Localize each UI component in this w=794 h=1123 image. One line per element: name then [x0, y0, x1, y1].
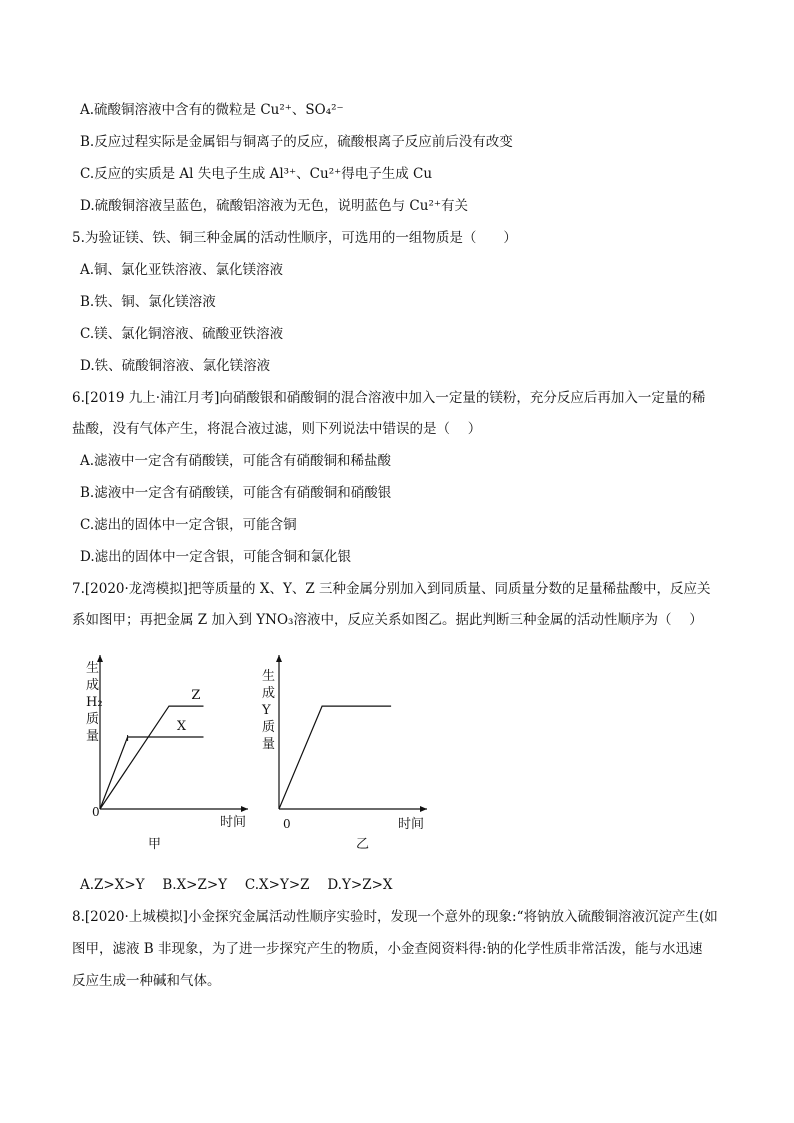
series-line-1-2: [100, 737, 204, 809]
y-axis-label-char-1-3: H₂: [86, 695, 103, 710]
q8-stem-line3: 反应生成一种碱和气体。: [72, 973, 221, 989]
y-axis-arrow-2: [276, 655, 282, 662]
q5-option-a: A.铜、氯化亚铁溶液、氯化镁溶液: [80, 262, 284, 278]
q4-option-d: D.硫酸铜溶液呈蓝色，硫酸铝溶液为无色，说明蓝色与 Cu²⁺有关: [80, 198, 468, 214]
q7-stem-line2: 系如图甲；再把金属 Z 加入到 YNO₃溶液中，反应关系如图乙。据此判断三种金属的活动性顺序为（ ）: [72, 612, 703, 628]
y-axis-label-char-1-5: 量: [86, 729, 100, 744]
x-axis-arrow-1: [241, 806, 248, 812]
q5-option-b: B.铁、铜、氯化镁溶液: [80, 294, 216, 310]
q7-options: A.Z>X>Y B.X>Z>Y C.X>Y>Z D.Y>Z>X: [80, 877, 393, 893]
y-axis-label-char-1-4: 质: [86, 712, 100, 727]
q6-option-a: A.滤液中一定含有硝酸镁，可能含有硝酸铜和稀盐酸: [80, 453, 392, 469]
q5-stem: 5.为验证镁、铁、铜三种金属的活动性顺序，可选用的一组物质是（ ）: [72, 230, 517, 246]
y-axis-label-char-1-1: 生: [86, 661, 100, 676]
y-axis-label-char-2-3: Y: [262, 703, 271, 718]
y-axis-label-char-2-5: 量: [262, 737, 276, 752]
figure-caption-2: 乙: [356, 837, 370, 852]
origin-label-1: 0: [92, 805, 100, 819]
q6-option-c: C.滤出的固体中一定含银，可能含铜: [80, 517, 297, 533]
q8-stem-line2: 图甲，滤液 B 非现象，为了进一步探究产生的物质，小金查阅资料得:钠的化学性质非常活泼，能与水迅速: [72, 941, 703, 957]
q6-option-b: B.滤液中一定含有硝酸镁，可能含有硝酸铜和硝酸银: [80, 485, 392, 501]
y-axis-label-char-2-2: 成: [262, 686, 276, 701]
q4-option-c: C.反应的实质是 Al 失电子生成 Al³⁺、Cu²⁺得电子生成 Cu: [80, 166, 433, 182]
q5-option-c: C.镁、氯化铜溶液、硫酸亚铁溶液: [80, 326, 284, 342]
y-axis-label-char-2-1: 生: [262, 669, 276, 684]
series-label-z: Z: [191, 688, 201, 704]
series-label-x: X: [176, 719, 187, 734]
y-axis-label-char-2-4: 质: [262, 720, 276, 735]
y-axis-label-char-1-2: 成: [86, 678, 100, 693]
q4-option-a: A.硫酸铜溶液中含有的微粒是 Cu²⁺、SO₄²⁻: [80, 102, 344, 118]
x-axis-arrow-2: [420, 806, 427, 812]
q4-option-b: B.反应过程实际是金属铝与铜离子的反应，硫酸根离子反应前后没有改变: [80, 134, 513, 150]
q7-figures: [0, 648, 794, 878]
q5-option-d: D.铁、硫酸铜溶液、氯化镁溶液: [80, 358, 271, 374]
x-axis-label-2: 时间: [398, 817, 425, 832]
x-axis-label-1: 时间: [220, 815, 247, 830]
q6-option-d: D.滤出的固体中一定含银，可能含铜和氯化银: [80, 549, 352, 565]
q6-stem-line2: 盐酸，没有气体产生，将混合液过滤，则下列说法中错误的是（ ）: [72, 421, 482, 437]
series-line-1-1: [100, 706, 204, 809]
figure-caption-1: 甲: [148, 837, 162, 852]
q8-stem-line1: 8.[2020·上城模拟]小金探究金属活动性顺序实验时，发现一个意外的现象:“将钠放入硫酸铜溶液沉淀产生(如: [72, 909, 718, 925]
origin-label-2: 0: [283, 817, 291, 831]
series-line-2-1: [279, 706, 391, 809]
q7-stem-line1: 7.[2020·龙湾模拟]把等质量的 X、Y、Z 三种金属分别加入到同质量、同质量分数的足量稀盐酸中，反应关: [72, 581, 711, 597]
q6-stem-line1: 6.[2019 九上·浦江月考]向硝酸银和硝酸铜的混合溶液中加入一定量的镁粉，充分反应后再加入一定量的稀: [72, 390, 706, 406]
